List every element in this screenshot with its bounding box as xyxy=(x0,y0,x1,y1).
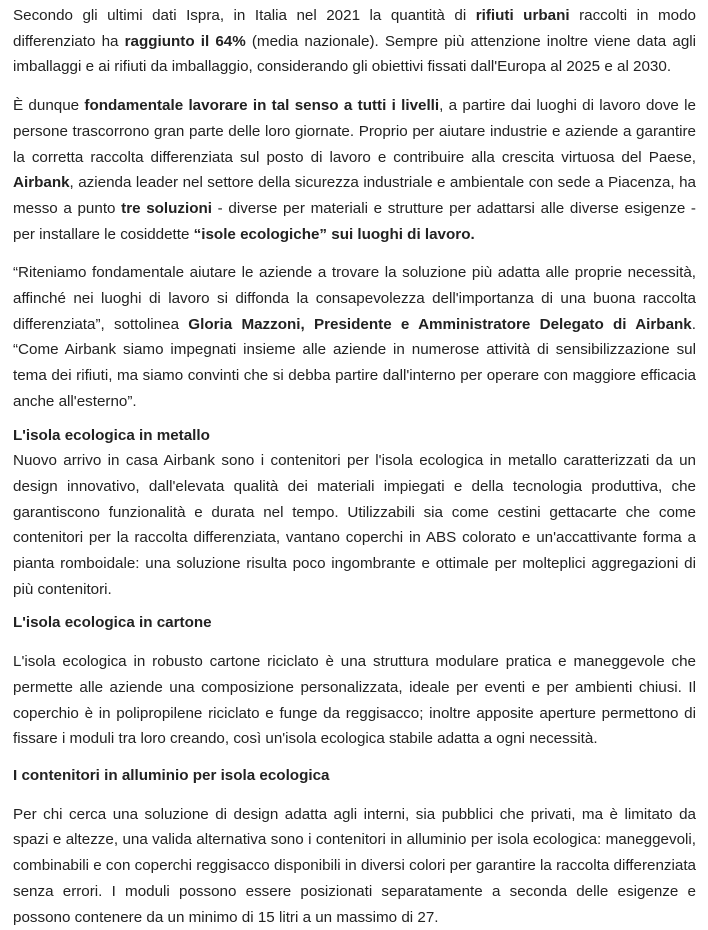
text-run: “Riteniamo fondamentale aiutare le aziende a trovare la soluzione più adatta alle proprie necessità, affinché nei luoghi di lavoro si diffonda la consapevolezza dell'importanza di una buona raccolta differenziata”, sottolinea xyxy=(13,264,696,333)
bold-text: tre soluzioni xyxy=(121,199,213,217)
paragraph-alluminio: Per chi cerca una soluzione di design adatta agli interni, sia pubblici che privati, ma è limitato da spazi e altezze, una valida alternativa sono i contenitori in alluminio per isola ecologica: maneggevoli, combinabili e con coperchi reggisacco disponibili in diversi colori per garantire la raccolta differenziata senza errori. I moduli possono essere posizionati separatamente a seconda delle esigenze e possono contenere da un minimo di 15 litri a un massimo di 27. xyxy=(13,805,696,926)
section-heading-cartone: L'isola ecologica in cartone xyxy=(13,614,212,632)
text-run: - diverse per materiali e strutture per adattarsi alle diverse esigenze - per installare le cosiddette xyxy=(13,199,696,243)
text-run: . “Come Airbank siamo impegnati insieme alle aziende in numerose attività di sensibilizzazione sul tema dei rifiuti, ma siamo convinti che si debba partire dall'interno per operare con maggiore efficacia anche all'esterno”. xyxy=(13,315,696,410)
paragraph-metallo: Nuovo arrivo in casa Airbank sono i contenitori per l'isola ecologica in metallo caratterizzati da un design innovativo, dall'elevata qualità dei materiali impiegati e della tecnologia produttiva, che garantiscono funzionalità e durata nel tempo. Utilizzabili sia come cestini gettacarte che come contenitori per la raccolta differenziata, vantano coperchi in ABS colorato e un'accattivante forma a pianta romboidale: una soluzione risulta poco ingombrante e ottimale per molteplici aggregazioni di più contenitori. xyxy=(13,452,696,598)
text-run: (media nazionale). Sempre più attenzione inoltre viene data agli imballaggi e ai rifiuti da imballaggio, considerando gli obiettivi fissati dall'Europa al 2025 e al 2030. xyxy=(13,32,697,76)
bold-text: Gloria Mazzoni, Presidente e Amministratore Delegato di Airbank xyxy=(188,315,692,333)
text-run: , a partire dai luoghi di lavoro dove le persone trascorrono gran parte delle loro giornate. Proprio per aiutare industrie e aziende a garantire la corretta raccolta differenziata sul posto di lavoro e contribuire alla crescita virtuosa del Paese, xyxy=(13,97,696,166)
text-run: Secondo gli ultimi dati Ispra, in Italia nel 2021 la quantità di xyxy=(13,7,476,24)
text-run: raccolti in modo differenziato ha xyxy=(13,7,696,50)
bold-text: fondamentale lavorare in tal senso a tutti i livelli xyxy=(84,97,440,115)
bold-text: Airbank xyxy=(13,174,70,192)
paragraph-quote xyxy=(13,260,696,414)
section-heading-metallo: L'isola ecologica in metallo xyxy=(13,426,210,444)
bold-text: rifiuti urbani xyxy=(475,7,570,24)
section-heading-alluminio: I contenitori in alluminio per isola ecologica xyxy=(13,766,330,784)
paragraph-intro xyxy=(13,0,696,80)
text-run: È dunque xyxy=(13,97,85,115)
paragraph-cartone: L'isola ecologica in robusto cartone riciclato è una struttura modulare pratica e maneggevole che permette alle aziende una composizione personalizzata, ideale per eventi e per ambienti chiusi. Il coperchio è in polipropilene riciclato e funge da reggisacco; inoltre apposite aperture permettono di fissare i moduli tra loro creando, così un'isola ecologica stabile adatta a ogni necessità. xyxy=(13,653,696,748)
text-run: , azienda leader nel settore della sicurezza industriale e ambientale con sede a Piacenza, ha messo a punto xyxy=(13,174,696,217)
paragraph-airbank xyxy=(13,93,696,247)
bold-text: raggiunto il 64% xyxy=(124,32,246,50)
bold-text: “isole ecologiche” sui luoghi di lavoro. xyxy=(193,225,475,243)
